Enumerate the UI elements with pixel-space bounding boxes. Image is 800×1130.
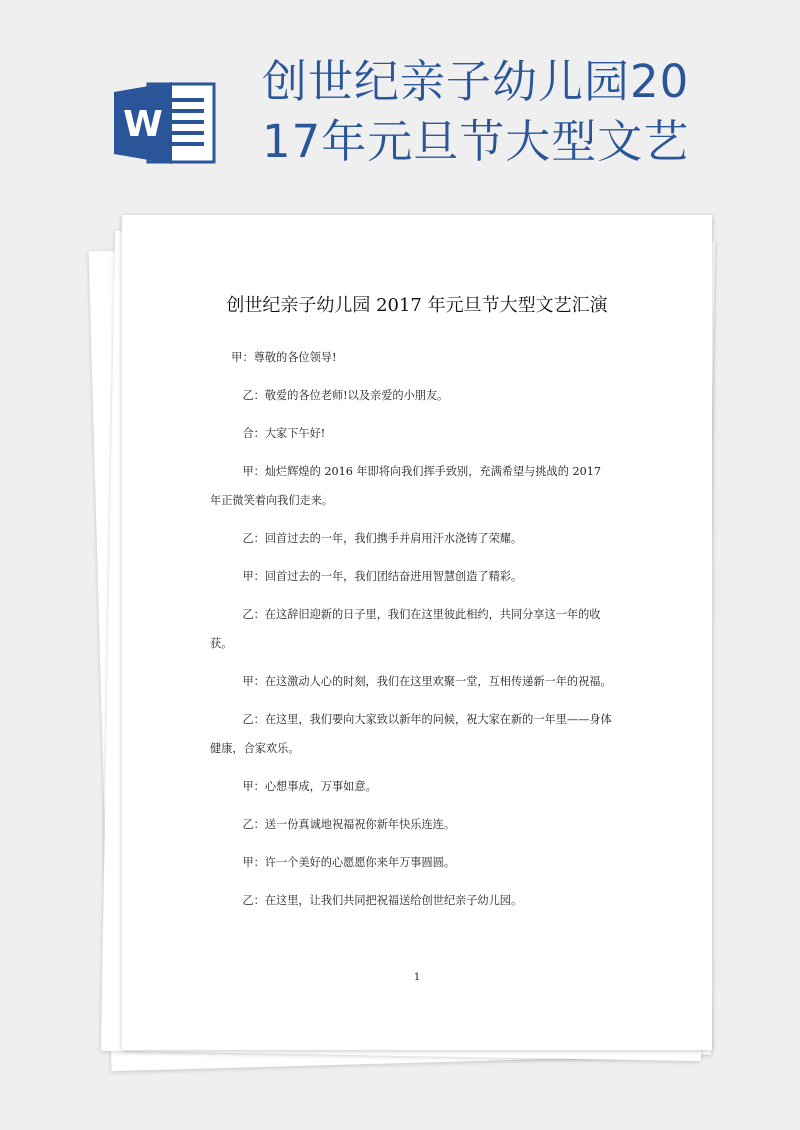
paragraph: 乙：在这里，让我们共同把祝福送给创世纪亲子幼儿园。 [242,894,523,907]
word-icon-letter: W [123,104,163,145]
paragraph: 甲：心想事成，万事如意。 [242,780,377,793]
paragraph: 乙：在这里，我们要向大家致以新年的问候，祝大家在新的一年里——身体健康，合家欢乐。 [210,713,612,755]
document-body [210,343,614,924]
document-title: 创世纪亲子幼儿园 2017 年元旦节大型文艺汇演 [226,295,608,316]
header-area [0,0,800,200]
paragraph: 甲：许一个美好的心愿愿你来年万事圆圆。 [242,856,456,869]
paragraph: 乙：在这辞旧迎新的日子里，我们在这里彼此相约，共同分享这一年的收获。 [210,608,601,650]
paragraph: 乙：敬爱的各位老师!以及亲爱的小朋友。 [242,389,449,402]
paragraph: 甲：尊敬的各位领导! [231,351,337,364]
word-document-icon [110,78,230,168]
paragraph: 甲：在这激动人心的时刻，我们在这里欢聚一堂，互相传递新一年的祝福。 [242,675,612,688]
header-title-line-1: 创世纪亲子幼儿园20 [262,55,690,108]
page-number: 1 [413,972,421,983]
paragraph: 合：大家下午好! [242,427,326,440]
paragraph: 乙：回首过去的一年，我们携手并肩用汗水浇铸了荣耀。 [242,532,523,545]
document-page [122,215,712,1050]
paragraph: 甲：回首过去的一年，我们团结奋进用智慧创造了精彩。 [242,570,523,583]
header-title [262,52,782,172]
header-title-line-2: 17年元旦节大型文艺 [262,115,690,168]
paragraph: 乙：送一份真诚地祝福祝你新年快乐连连。 [242,818,456,831]
paragraph: 甲：灿烂辉煌的 2016 年即将向我们挥手致别，充满希望与挑战的 2017 年正微笑着向我们走来。 [210,465,601,507]
